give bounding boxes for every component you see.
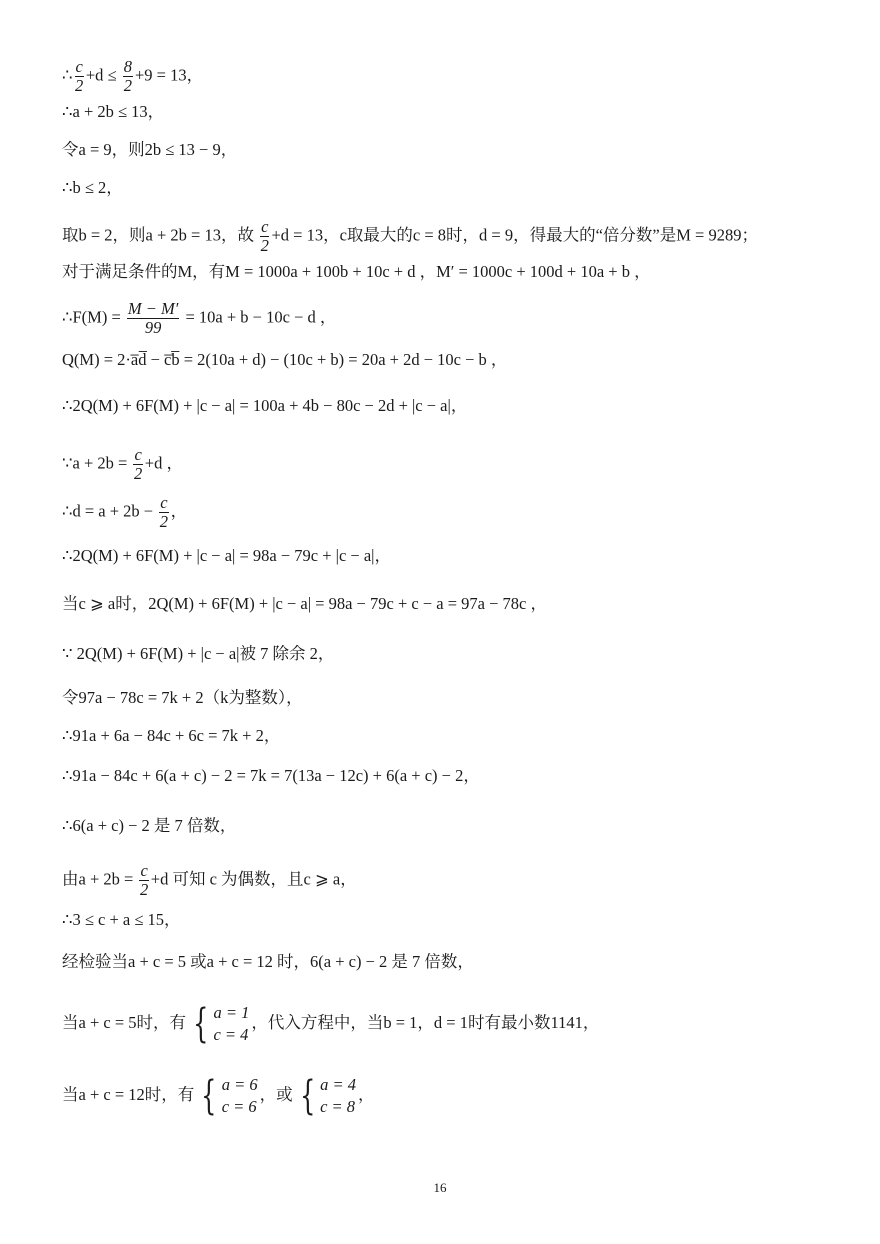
- solution-line: [62, 494, 187, 531]
- math-text: +d ≤: [85, 65, 121, 85]
- math-text: ∵ 2Q(M) + 6F(M) + |c − a|被 7 除余 2，: [62, 644, 335, 663]
- math-text: +9 = 13，: [134, 65, 204, 85]
- solution-line: [62, 102, 164, 122]
- solution-line: [62, 218, 758, 255]
- math-text: 由a + 2b =: [62, 869, 138, 889]
- math-text: Q(M) = 2·a̅d̅ − c̅b̅ = 2(10a + d) − (10c + b) = 20a + 2d − 10c − b ，: [62, 350, 508, 369]
- solution-line: [62, 140, 237, 160]
- fraction: $\frac{8}{2}$: [123, 57, 132, 95]
- math-text: +d = 13，c取最大的c = 8时，d = 9，得最大的“倍分数”是M = 9289；: [271, 225, 758, 245]
- solution-line: [62, 910, 181, 930]
- math-text: ∵a + 2b =: [62, 453, 132, 473]
- math-text: ∴3 ≤ c + a ≤ 15，: [62, 910, 181, 929]
- solution-line: [62, 396, 467, 416]
- brace-icon: {: [193, 1001, 209, 1047]
- brace-icon: {: [299, 1073, 315, 1119]
- math-text: = 10a + b − 10c − d ，: [181, 307, 337, 327]
- math-text: ∴F(M) =: [62, 307, 125, 327]
- solution-line: [62, 952, 474, 972]
- fraction: $\frac{c}{2}$: [139, 861, 149, 899]
- math-text: ，代入方程中，当b = 1，d = 1时有最小数1141，: [251, 1012, 600, 1032]
- equation-system: { a = 6 c = 6: [201, 1073, 258, 1119]
- page-number: 16: [433, 1180, 447, 1195]
- solution-line: [62, 300, 336, 337]
- equation-system: { a = 1 c = 4: [193, 1001, 250, 1047]
- math-text: +d ，: [144, 453, 183, 473]
- fraction: $\frac{c}{2}$: [260, 217, 269, 255]
- math-text: ∴6(a + c) − 2 是 7 倍数，: [62, 816, 237, 835]
- math-text: 令a = 9，则2b ≤ 13 − 9，: [62, 140, 238, 159]
- fraction: $\frac{M - M'}{99}$: [127, 299, 179, 337]
- math-text: 取b = 2，则a + 2b = 13，故: [62, 225, 259, 245]
- math-text: 当a + c = 12时，有: [62, 1084, 195, 1104]
- math-text: 对于满足条件的M，有M = 1000a + 100b + 10c + d ，M′ = 1000c + 100d + 10a + b ，: [62, 262, 651, 281]
- fraction: $\frac{c}{2}$: [159, 493, 169, 531]
- solution-line: [62, 726, 280, 746]
- solution-line: [62, 262, 651, 282]
- solution-line: [62, 58, 203, 95]
- math-text: 当a + c = 5时，有: [62, 1012, 187, 1032]
- solution-line: [62, 178, 123, 198]
- math-text: ∴91a − 84c + 6(a + c) − 2 = 7k = 7(13a − 12c) + 6(a + c) − 2，: [62, 766, 480, 785]
- math-text: 当c ⩾ a时，2Q(M) + 6F(M) + |c − a| = 98a − 79c + c − a = 97a − 78c ，: [62, 594, 547, 613]
- math-text: ，或: [259, 1084, 293, 1104]
- math-text: 经检验当a + c = 5 或a + c = 12 时，6(a + c) − 2 是 7 倍数，: [62, 952, 474, 971]
- math-text: ∴: [62, 65, 73, 85]
- solution-line: [62, 1074, 374, 1118]
- math-text: ∴2Q(M) + 6F(M) + |c − a| = 100a + 4b − 80c − 2d + |c − a|，: [62, 396, 468, 415]
- math-text: ∴a + 2b ≤ 13，: [62, 102, 165, 121]
- solution-line: [62, 688, 303, 708]
- solution-line: [62, 816, 236, 836]
- math-text: ，: [170, 501, 188, 521]
- math-text: ∴d = a + 2b −: [62, 501, 158, 521]
- equation-system: { a = 4 c = 8: [299, 1073, 356, 1119]
- fraction: $\frac{c}{2}$: [75, 57, 84, 95]
- solution-line: [62, 446, 183, 483]
- brace-icon: {: [201, 1073, 217, 1119]
- math-text: 令97a − 78c = 7k + 2（k为整数），: [62, 688, 303, 707]
- solution-line: [62, 644, 334, 664]
- solution-line: [62, 862, 357, 899]
- math-text: ，: [357, 1084, 375, 1104]
- solution-line: [62, 546, 391, 566]
- solution-line: [62, 594, 547, 614]
- math-text: +d 可知 c 为偶数，且c ⩾ a，: [150, 869, 357, 889]
- solution-line: [62, 350, 507, 370]
- solution-line: [62, 1002, 599, 1046]
- math-text: ∴b ≤ 2，: [62, 178, 123, 197]
- solution-line: [62, 766, 480, 786]
- math-text: ∴2Q(M) + 6F(M) + |c − a| = 98a − 79c + |c − a|，: [62, 546, 391, 565]
- fraction: $\frac{c}{2}$: [133, 445, 143, 483]
- math-text: ∴91a + 6a − 84c + 6c = 7k + 2，: [62, 726, 281, 745]
